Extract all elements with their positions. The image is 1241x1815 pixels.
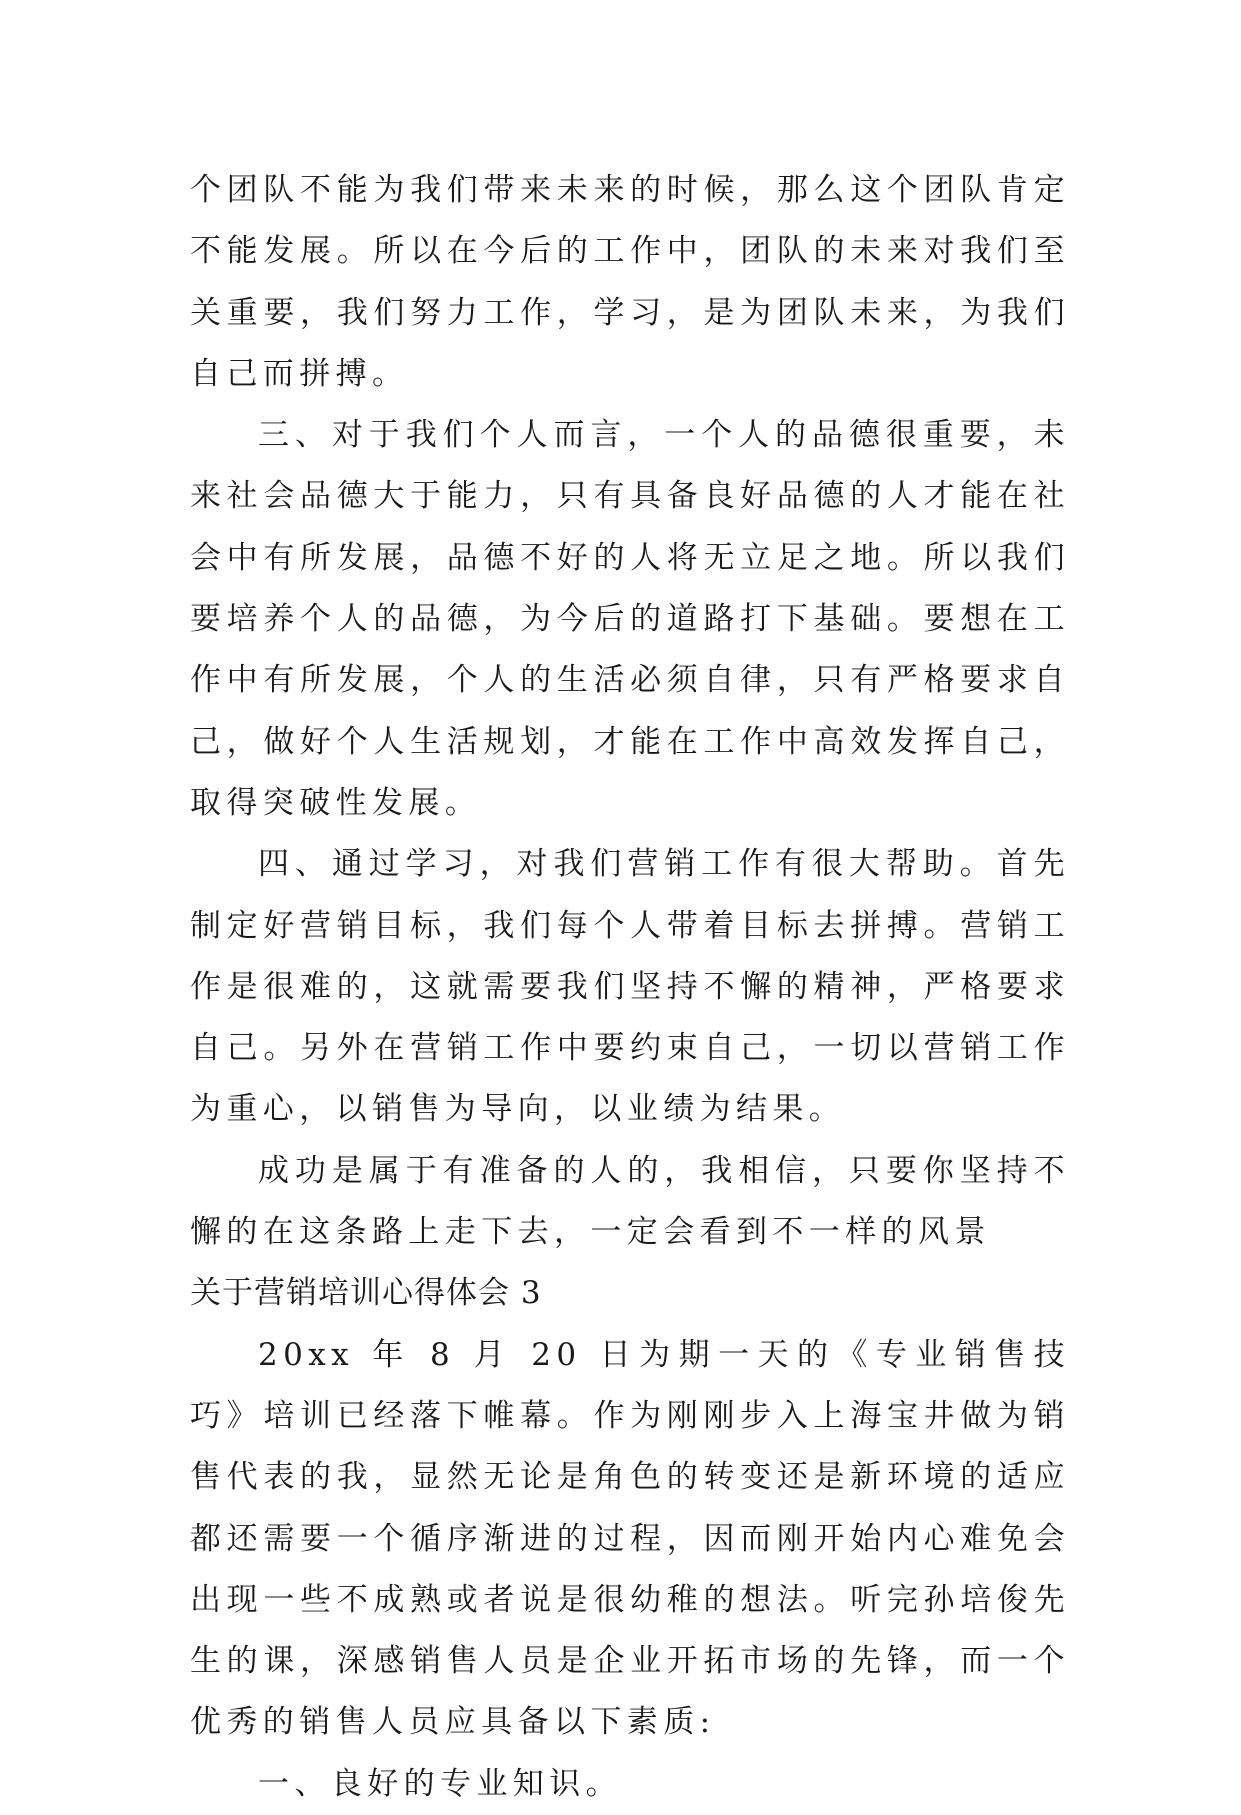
- paragraph-personal-morality: 三、对于我们个人而言，一个人的品德很重要，未来社会品德大于能力，只有具备良好品德的人才能在社会中有所发展，品德不好的人将无立足之地。所以我们要培养个人的品德，为今后的道路打下基础。要想在工作中有所发展，个人的生活必须自律，只有严格要求自己，做好个人生活规划，才能在工作中高效发挥自己，取得突破性发展。: [190, 417, 1070, 821]
- section-title: 关于营销培训心得体会 3: [190, 1275, 542, 1312]
- paragraph-marketing-work: 四、通过学习，对我们营销工作有很大帮助。首先制定好营销目标，我们每个人带着目标去拼搏。营销工作是很难的，这就需要我们坚持不懈的精神，严格要求自己。另外在营销工作中要约束自己，一切以营销工作为重心，以销售为导向，以业绩为结果。: [190, 846, 1070, 1128]
- paragraph-success: 成功是属于有准备的人的，我相信，只要你坚持不懈的在这条路上走下去，一定会看到不一样的风景: [190, 1152, 1070, 1251]
- paragraph-training-intro: 20xx 年 8 月 20 日为期一天的《专业销售技巧》培训已经落下帷幕。作为刚刚步入上海宝井做为销售代表的我，显然无论是角色的转变还是新环境的适应都还需要一个循序渐进的过程，因而刚开始内心难免会出现一些不成熟或者说是很幼稚的想法。听完孙培俊先生的课，深感销售人员是企业开拓市场的先锋，而一个优秀的销售人员应具备以下素质:: [190, 1336, 1070, 1741]
- paragraph-team-future: 个团队不能为我们带来未来的时候，那么这个团队肯定不能发展。所以在今后的工作中，团队的未来对我们至关重要，我们努力工作，学习，是为团队未来，为我们自己而拼搏。: [190, 172, 1070, 392]
- paragraph-professional-knowledge: 一、良好的专业知识。: [258, 1765, 622, 1802]
- document-body: [190, 160, 1070, 1815]
